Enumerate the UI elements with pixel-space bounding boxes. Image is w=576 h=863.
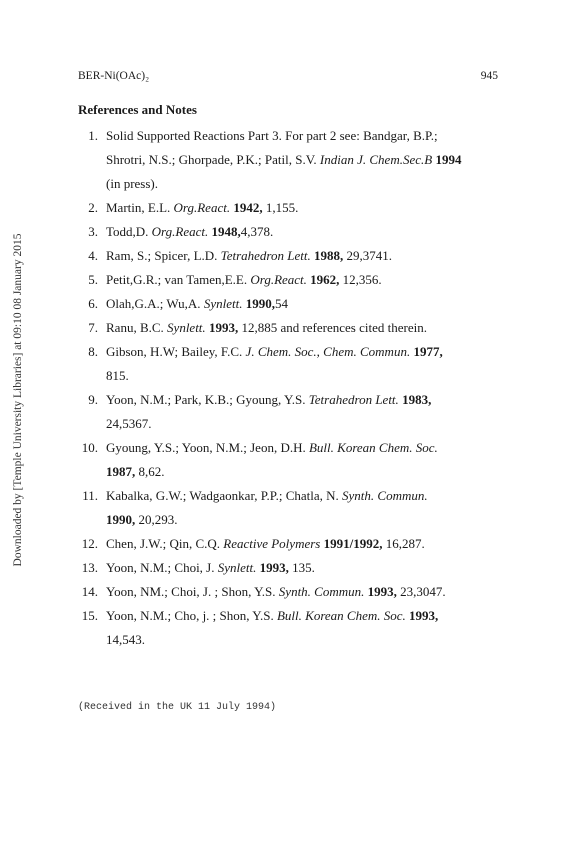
reference-number: 4. [88, 248, 98, 263]
reference-line [106, 412, 508, 436]
year: 1962, [310, 272, 340, 287]
reference-text: Yoon, N.M.; Cho, j. ; Shon, Y.S. [106, 608, 277, 623]
reference-number: 5. [88, 272, 98, 287]
reference-line [106, 532, 508, 556]
reference-line [106, 508, 508, 532]
reference-line [106, 268, 508, 292]
reference-text: 1,155. [262, 200, 299, 215]
reference-text: Gibson, H.W; Bailey, F.C. [106, 344, 246, 359]
reference-number: 14. [81, 584, 98, 599]
reference-text: Ram, S.; Spicer, L.D. [106, 248, 221, 263]
reference-number: 7. [88, 320, 98, 335]
received-note: (Received in the UK 11 July 1994) [78, 702, 277, 713]
reference-item [78, 604, 508, 652]
reference-text: 12,885 and references cited therein. [238, 320, 427, 335]
journal-name: Reactive Polymers [223, 536, 321, 551]
reference-text: Yoon, N.M.; Park, K.B.; Gyoung, Y.S. [106, 392, 309, 407]
year: 1990, [106, 512, 136, 527]
reference-item [78, 196, 508, 220]
reference-line [106, 124, 508, 148]
reference-text: Shrotri, N.S.; Ghorpade, P.K.; Patil, S.V. [106, 152, 320, 167]
reference-text: 23,3047. [396, 584, 446, 599]
reference-number: 9. [88, 392, 98, 407]
reference-item [78, 244, 508, 268]
year: 1988, [313, 248, 344, 263]
reference-item [78, 340, 508, 388]
journal-name: J. Chem. Soc., Chem. Commun. [245, 344, 411, 359]
reference-line [106, 316, 508, 340]
journal-name: Bull. Korean Chem. Soc. [308, 440, 438, 455]
year: 1994 [435, 152, 462, 167]
reference-text: (in press). [106, 176, 158, 191]
year: 1983, [402, 392, 432, 407]
page-number: 945 [480, 70, 498, 82]
year: 1993, [208, 320, 239, 335]
year: 1977, [413, 344, 443, 359]
reference-item [78, 388, 508, 436]
reference-text: 24,5367. [106, 416, 152, 431]
reference-line [106, 556, 508, 580]
reference-text: Kabalka, G.W.; Wadgaonkar, P.P.; Chatla, N. [106, 488, 343, 503]
journal-name: Tetrahedron Lett. [220, 248, 311, 263]
journal-name: Synth. Commun. [278, 584, 365, 599]
reference-item [78, 124, 508, 196]
reference-number: 8. [88, 344, 98, 359]
year: 1991/1992, [323, 536, 383, 551]
journal-name: Org.React. [173, 200, 231, 215]
reference-item [78, 580, 508, 604]
reference-text: Solid Supported Reactions Part 3. For part 2 see: Bandgar, B.P.; [106, 128, 438, 143]
reference-number: 15. [81, 608, 98, 623]
reference-text: 14,543. [106, 632, 145, 647]
reference-item [78, 532, 508, 556]
year: 1993, [367, 584, 397, 599]
reference-text: 29,3741. [343, 248, 392, 263]
year: 1993, [409, 608, 439, 623]
reference-line [106, 460, 508, 484]
reference-text: Ranu, B.C. [106, 320, 168, 335]
journal-name: Bull. Korean Chem. Soc. [276, 608, 406, 623]
reference-line [106, 604, 508, 628]
reference-item [78, 484, 508, 532]
journal-name: Synlett. [167, 320, 206, 335]
reference-text: 4,378. [240, 224, 274, 239]
reference-line [106, 244, 508, 268]
reference-text: Todd,D. [106, 224, 152, 239]
reference-item [78, 220, 508, 244]
reference-text: 12,356. [339, 272, 382, 287]
reference-text: 20,293. [135, 512, 178, 527]
reference-line [106, 196, 508, 220]
reference-item [78, 268, 508, 292]
year: 1987, [106, 464, 136, 479]
reference-text: Yoon, N.M.; Choi, J. [106, 560, 218, 575]
reference-text: 815. [106, 368, 129, 383]
reference-text: Yoon, NM.; Choi, J. ; Shon, Y.S. [106, 584, 279, 599]
journal-name: Indian J. Chem.Sec.B [319, 152, 433, 167]
reference-text: 135. [288, 560, 315, 575]
reference-line [106, 628, 508, 652]
reference-text: Olah,G.A.; Wu,A. [106, 296, 204, 311]
reference-line [106, 580, 508, 604]
reference-item [78, 436, 508, 484]
reference-number: 2. [88, 200, 98, 215]
reference-line [106, 292, 508, 316]
reference-number: 11. [82, 488, 98, 503]
reference-text: Gyoung, Y.S.; Yoon, N.M.; Jeon, D.H. [106, 440, 309, 455]
year: 1942, [233, 200, 263, 215]
reference-number: 10. [81, 440, 98, 455]
journal-name: Synth. Commun. [342, 488, 428, 503]
section-title: References and Notes [78, 102, 197, 117]
running-title: BER-Ni(OAc)₂ [78, 70, 150, 82]
journal-name: Org.React. [151, 224, 209, 239]
reference-text: Chen, J.W.; Qin, C.Q. [106, 536, 224, 551]
reference-line [106, 436, 508, 460]
year: 1993, [259, 560, 289, 575]
reference-number: 1. [88, 128, 98, 143]
reference-item [78, 316, 508, 340]
reference-number: 12. [81, 536, 98, 551]
reference-text: 54 [274, 296, 288, 311]
reference-number: 6. [88, 296, 98, 311]
reference-text: 8,62. [135, 464, 165, 479]
reference-text: Martin, E.L. [106, 200, 174, 215]
reference-text: Petit,G.R.; van Tamen,E.E. [106, 272, 251, 287]
journal-name: Synlett. [217, 560, 257, 575]
running-head [78, 70, 498, 82]
reference-item [78, 556, 508, 580]
reference-line [106, 148, 508, 172]
reference-line [106, 484, 508, 508]
journal-name: Org.React. [250, 272, 307, 287]
reference-line [106, 388, 508, 412]
journal-name: Synlett. [203, 296, 243, 311]
reference-item [78, 292, 508, 316]
reference-list [78, 124, 508, 652]
reference-text: 16,287. [382, 536, 425, 551]
reference-line [106, 220, 508, 244]
download-watermark: Downloaded by [Temple University Libraries] at 09:10 08 January 2015 [12, 233, 24, 567]
journal-name: Tetrahedron Lett. [308, 392, 399, 407]
year: 1948, [211, 224, 241, 239]
reference-line [106, 172, 508, 196]
reference-line [106, 364, 508, 388]
year: 1990, [245, 296, 275, 311]
reference-number: 3. [88, 224, 98, 239]
reference-number: 13. [81, 560, 98, 575]
reference-line [106, 340, 508, 364]
